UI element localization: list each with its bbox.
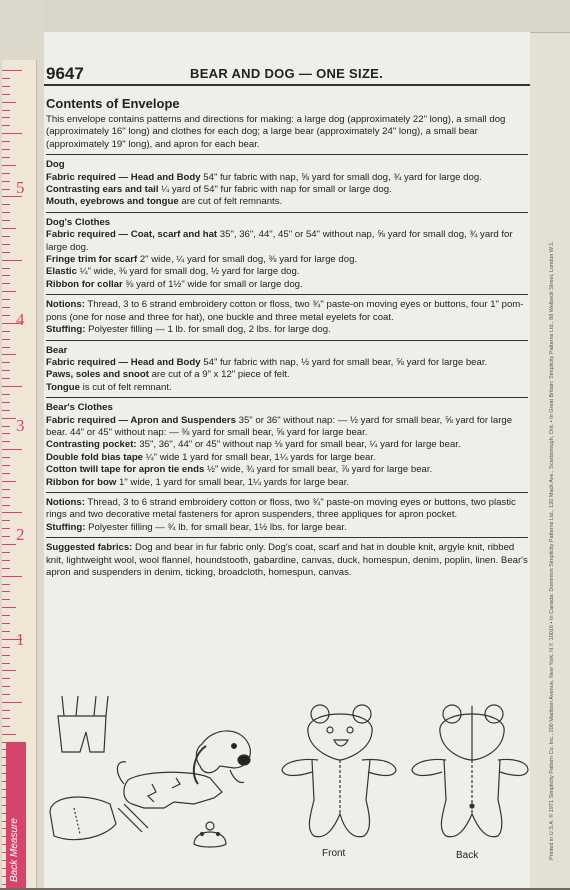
ruler-tick xyxy=(2,552,10,553)
bear-fabric xyxy=(46,357,528,369)
dog-fabric-text: 54" fur fabric with nap, ⅝ yard for small dog, ¾ yard for large dog. xyxy=(200,171,482,183)
bear-paws xyxy=(46,369,528,381)
dog-coat-drawing xyxy=(50,797,148,840)
ruler-number-2: 2 xyxy=(16,525,25,544)
bear-clothes-fabric xyxy=(46,415,528,440)
ruler-tick xyxy=(2,362,10,363)
bear-paws-text: are cut of a 9" x 12" piece of felt. xyxy=(148,369,290,381)
ruler-tick xyxy=(2,378,10,379)
dog-elastic xyxy=(46,266,528,278)
bear-twill-label: Cotton twill tape for apron tie ends xyxy=(46,464,205,476)
ruler-tick xyxy=(2,283,10,284)
divider xyxy=(46,537,528,538)
ruler-tick xyxy=(2,481,16,482)
pattern-contents xyxy=(46,96,528,579)
ruler-number-5: 5 xyxy=(16,178,25,197)
suggested-fabrics-text: Dog and bear in fur fabric only. Dog's coat, scarf and hat in double knit, argyle knit, ribbed knit, lightweight wool, wool flannel, houndstooth, gabardine, canvas, duck, homespun, denim, poplin, linen. Bear's apron and suspenders in denim, ticking, broadcloth, homespun, canvas. xyxy=(46,542,528,578)
dog-fringe-text: 2" wide, ¼ yard for small dog, ⅜ yard for large dog. xyxy=(137,254,358,266)
ruler-tick xyxy=(2,110,10,111)
dog-fringe xyxy=(46,254,528,266)
header-rule xyxy=(44,84,530,86)
ruler-tick xyxy=(2,220,10,221)
ruler-tick xyxy=(2,560,10,561)
publisher-side-text-content: Printed in U.S.A. © 1971 Simplicity Pattern Co. Inc., 200 Madison Avenue, New York, N.Y. 10016 • In Canada: Dominion Simplicity Patterns Ltd., 120 Mack Ave., Scarborough, Ont. • In Great Britain: Simplicity Patterns Ltd., 88 Welbeck Street, London W.1. xyxy=(549,241,555,860)
ruler-tick xyxy=(2,173,10,174)
ruler-tick xyxy=(2,686,10,687)
ruler-tick xyxy=(2,410,10,411)
dog-fringe-label: Fringe trim for scarf xyxy=(46,254,138,266)
ruler-tick xyxy=(2,94,10,95)
ruler-tick xyxy=(2,236,10,237)
envelope-flap xyxy=(0,0,570,33)
bear-clothes-fabric-text: 35" or 36" without nap: — ½ yard for small bear, ⅝ yard for large bear. 44" or 45" without nap: — ⅜ yard for small bear, ⅝ yard for large bear. xyxy=(46,414,513,438)
ruler-tick xyxy=(2,149,10,150)
ruler-tick xyxy=(2,710,10,711)
ruler-tick xyxy=(2,655,10,656)
ruler-tick xyxy=(2,647,10,648)
front-label: Front xyxy=(322,848,346,859)
ruler-tick xyxy=(2,204,10,205)
ruler-tick xyxy=(2,212,10,213)
ruler-tick xyxy=(2,694,10,695)
dog-ears-label: Contrasting ears and tail xyxy=(46,184,159,196)
ruler-tick xyxy=(2,418,16,419)
suspender-apron-drawing xyxy=(58,696,108,752)
contents-text: This envelope contains patterns and directions for making: a large dog (approximately 22" long), a small dog (approximately 16" long) and clothes for each dog; a large bear (approximately 24" long), a small bear (approximately 19" long), and apron for each bear. xyxy=(46,114,506,150)
dog-clothes-fabric-label: Fabric required — Coat, scarf and hat xyxy=(46,229,218,241)
ruler-tick xyxy=(2,275,10,276)
bear-pocket xyxy=(46,439,528,451)
dog-stuffing-text: Polyester filling — 1 lb. for small dog, 2 lbs. for large dog. xyxy=(85,324,331,336)
illustrations xyxy=(44,696,530,886)
bear-clothes-heading: Bear's Clothes xyxy=(46,402,113,414)
ruler-tick xyxy=(2,520,10,521)
dog-ribbon-label: Ribbon for collar xyxy=(46,278,123,290)
ruler-tick xyxy=(2,402,10,403)
ruler-tick xyxy=(2,165,16,166)
dog-fabric-label: Fabric required — Head and Body xyxy=(46,171,201,183)
ruler-tick xyxy=(2,133,22,134)
bear-bias-label: Double fold bias tape xyxy=(46,451,144,463)
dog-mouth xyxy=(46,196,528,208)
ruler-tick xyxy=(2,568,10,569)
bear-pocket-label: Contrasting pocket: xyxy=(46,439,137,451)
pattern-title: BEAR AND DOG — ONE SIZE. xyxy=(190,66,384,81)
bear-stuffing xyxy=(46,522,528,534)
ruler-tick xyxy=(2,576,22,577)
dog-elastic-text: ¼" wide, ⅜ yard for small dog, ½ yard for large dog. xyxy=(76,266,300,278)
suggested-fabrics-label: Suggested fabrics: xyxy=(46,542,133,554)
dog-ears xyxy=(46,184,528,196)
ruler-tick xyxy=(2,228,16,229)
ruler-tick xyxy=(2,157,10,158)
back-label: Back xyxy=(456,850,479,861)
ruler-tick xyxy=(2,354,16,355)
ruler-tick xyxy=(2,70,22,71)
dog-mouth-label: Mouth, eyebrows and tongue xyxy=(46,196,179,208)
ruler-tick xyxy=(2,536,10,537)
ruler-tick xyxy=(2,141,10,142)
ruler-tick xyxy=(2,631,10,632)
ruler-tick xyxy=(2,457,10,458)
publisher-side-text xyxy=(537,70,553,890)
ruler-number-1: 1 xyxy=(16,630,25,649)
ruler-tick xyxy=(2,189,10,190)
ruler-tick xyxy=(2,78,10,79)
ruler-tick xyxy=(2,125,10,126)
ruler-tick xyxy=(2,331,10,332)
ruler-tick xyxy=(2,497,10,498)
ruler-tick xyxy=(2,433,10,434)
ruler-tick xyxy=(2,473,10,474)
divider xyxy=(46,397,528,398)
ruler-tick xyxy=(2,505,10,506)
bear-back-drawing xyxy=(412,705,528,837)
ruler-tick xyxy=(2,718,10,719)
dog-notions xyxy=(46,299,528,324)
dog-clothes-fabric-text: 35", 36", 44", 45" or 54" without nap, ⅝ yard for small dog, ¾ yard for large dog. xyxy=(46,229,513,253)
ruler-tick xyxy=(2,734,16,735)
tape-measure-label xyxy=(6,742,26,888)
ruler-tick xyxy=(2,102,16,103)
dog-clothes-fabric xyxy=(46,229,528,254)
contents-heading: Contents of Envelope xyxy=(46,96,180,111)
ruler-tick xyxy=(2,726,10,727)
ruler-tick xyxy=(2,181,10,182)
ruler-tick xyxy=(2,670,16,671)
dog-elastic-label: Elastic xyxy=(46,266,77,278)
ruler-tick xyxy=(2,663,10,664)
bear-bow xyxy=(46,477,528,489)
dog-clothes-heading: Dog's Clothes xyxy=(46,216,111,228)
bear-tongue-text: is cut of felt remnant. xyxy=(79,381,172,393)
bear-tongue-label: Tongue xyxy=(46,381,80,393)
divider xyxy=(46,294,528,295)
ruler-tick xyxy=(2,117,10,118)
bear-notions xyxy=(46,497,528,522)
ruler-tick xyxy=(2,465,10,466)
ruler-tick xyxy=(2,260,22,261)
bear-bias-tape xyxy=(46,452,528,464)
dog-stuffing xyxy=(46,324,528,336)
dog-notions-label: Notions: xyxy=(46,299,85,311)
bear-fabric-label: Fabric required — Head and Body xyxy=(46,356,201,368)
ruler-tick xyxy=(2,528,10,529)
bear-twill-text: ½" wide, ¾ yard for small bear, ⅞ yard for large bear. xyxy=(204,464,433,476)
ruler-tick xyxy=(2,449,22,450)
bear-heading: Bear xyxy=(46,344,68,356)
dog-hat-drawing xyxy=(194,822,226,847)
bear-front-drawing xyxy=(282,705,396,837)
bear-twill-tape xyxy=(46,464,528,476)
dog-drawing xyxy=(117,731,250,808)
ruler-tick xyxy=(2,702,22,703)
pattern-number: 9647 xyxy=(46,64,84,83)
bear-notions-label: Notions: xyxy=(46,496,85,508)
ruler-tick xyxy=(2,544,16,545)
ruler-tick xyxy=(2,599,10,600)
ruler-tick xyxy=(2,678,10,679)
divider xyxy=(46,212,528,213)
ruler-tick xyxy=(2,244,10,245)
ruler-tick xyxy=(2,86,10,87)
tape-measure-label-text: Back Measure xyxy=(9,818,20,882)
bear-bow-label: Ribbon for bow xyxy=(46,476,117,488)
ruler-number-4: 4 xyxy=(16,310,25,329)
ruler-tick xyxy=(2,315,10,316)
ruler-tick xyxy=(2,591,10,592)
ruler-tick xyxy=(2,584,10,585)
ruler-tick xyxy=(2,607,16,608)
ruler-tick xyxy=(2,615,10,616)
ruler-number-3: 3 xyxy=(16,416,25,435)
bear-clothes-fabric-label: Fabric required — Apron and Suspenders xyxy=(46,414,236,426)
dog-ears-text: ¼ yard of 54" fur fabric with nap for small or large dog. xyxy=(158,184,392,196)
ruler-tick xyxy=(2,252,10,253)
divider xyxy=(46,492,528,493)
divider xyxy=(46,154,528,155)
ruler-tick xyxy=(2,386,22,387)
ruler-tick xyxy=(2,307,10,308)
bear-paws-label: Paws, soles and snoot xyxy=(46,369,149,381)
dog-mouth-text: are cut of felt remnants. xyxy=(178,196,283,208)
bear-bias-text: ¼" wide 1 yard for small bear, 1¼ yards for large bear. xyxy=(143,451,376,463)
ruler-tick xyxy=(2,268,10,269)
ruler-tick xyxy=(2,291,16,292)
bear-bow-text: 1" wide, 1 yard for small bear, 1¼ yards for large bear. xyxy=(116,476,350,488)
ruler-tick xyxy=(2,441,10,442)
ruler-tick xyxy=(2,370,10,371)
ruler-tick xyxy=(2,426,10,427)
dog-notions-text: Thread, 3 to 6 strand embroidery cotton or floss, two ¾" paste-on moving eyes or buttons, four 1" pom-pons (one for nose and three for hat), one buckle and three metal eyelets for coat. xyxy=(46,299,524,323)
bear-tongue xyxy=(46,382,528,394)
ruler-tick xyxy=(2,394,10,395)
bear-stuffing-label: Stuffing: xyxy=(46,521,86,533)
bear-stuffing-text: Polyester filling — ¾ lb. for small bear, 1½ lbs. for large bear. xyxy=(85,521,347,533)
bear-fabric-text: 54" fur fabric with nap, ½ yard for small bear, ⅝ yard for large bear. xyxy=(200,356,488,368)
ruler-tick xyxy=(2,623,10,624)
ruler-tick xyxy=(2,489,10,490)
ruler-tick xyxy=(2,512,22,513)
dog-fabric xyxy=(46,172,528,184)
bear-pocket-text: 35", 36", 44" or 45" without nap ⅛ yard for small bear, ¼ yard for large bear. xyxy=(136,439,461,451)
ruler-tick xyxy=(2,299,10,300)
ruler-tick xyxy=(2,347,10,348)
dog-ribbon xyxy=(46,279,528,291)
dog-heading: Dog xyxy=(46,159,65,171)
bear-notions-text: Thread, 3 to 6 strand embroidery cotton or floss, two ¾" paste-on moving eyes or buttons, two plastic rings and two decorative metal fasteners for apron suspenders, three appliques for apron pocket. xyxy=(46,496,516,521)
ruler-tick xyxy=(2,339,10,340)
dog-ribbon-text: ⅜ yard of 1½" wide for small or large dog. xyxy=(122,278,303,290)
dog-stuffing-label: Stuffing: xyxy=(46,324,86,336)
suggested-fabrics xyxy=(46,542,528,579)
divider xyxy=(46,340,528,341)
